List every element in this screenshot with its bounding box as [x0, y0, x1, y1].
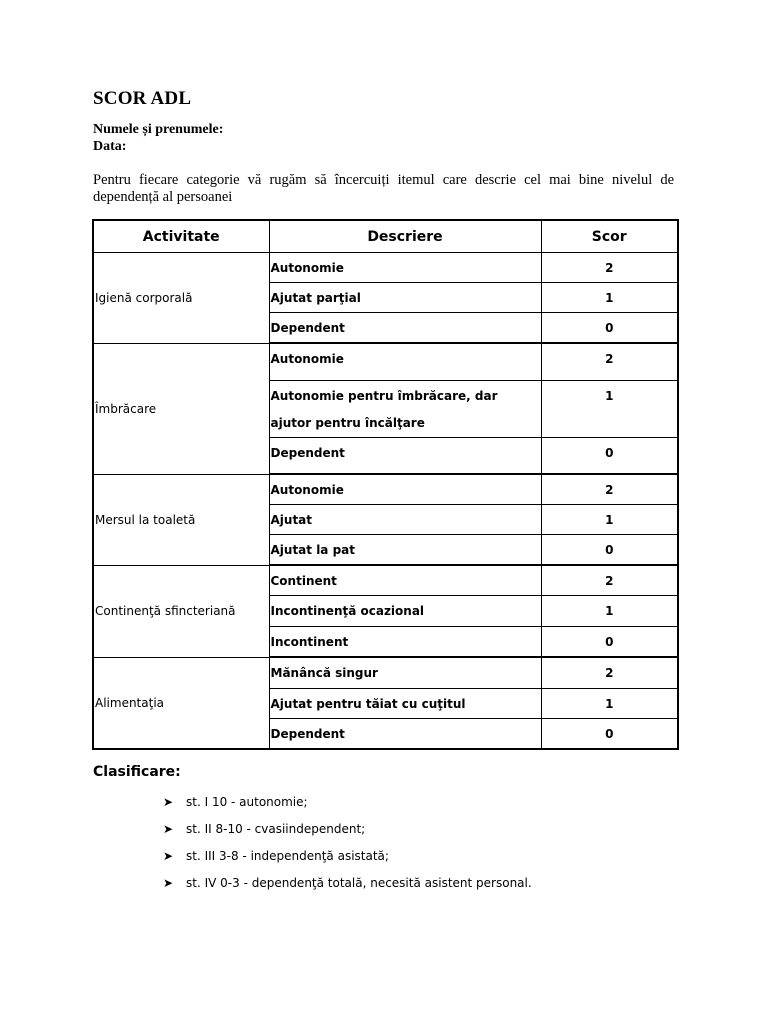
classification-list: [163, 793, 532, 901]
table-row: [93, 657, 678, 688]
score-cell: 2: [541, 343, 678, 380]
description-cell: Autonomie: [269, 343, 541, 380]
list-item: [163, 874, 532, 901]
name-field-label: Numele și prenumele:: [93, 122, 224, 137]
score-cell: 1: [541, 505, 678, 535]
description-cell: Autonomie: [269, 253, 541, 283]
list-item: [163, 847, 532, 874]
header-score: Scor: [541, 220, 678, 253]
description-cell: Incontinenţă ocazional: [269, 596, 541, 627]
score-cell: 2: [541, 474, 678, 505]
table-header-row: [93, 220, 678, 253]
score-cell: 2: [541, 565, 678, 596]
header-activity: Activitate: [93, 220, 269, 253]
score-cell: 2: [541, 657, 678, 688]
document-title: SCOR ADL: [93, 88, 192, 109]
description-cell: Ajutat la pat: [269, 535, 541, 566]
description-cell: Ajutat parţial: [269, 283, 541, 313]
description-cell: Autonomie pentru îmbrăcare, dar ajutor pentru încălţare: [269, 380, 541, 437]
list-item: [163, 820, 532, 847]
description-cell: Dependent: [269, 313, 541, 344]
activity-cell: Mersul la toaletă: [93, 474, 269, 565]
score-cell: 1: [541, 283, 678, 313]
description-cell: Incontinent: [269, 627, 541, 658]
table-row: [93, 565, 678, 596]
score-cell: 0: [541, 535, 678, 566]
arrowhead-bullet-icon: ➤: [163, 849, 174, 863]
activity-cell: Continenţă sfincteriană: [93, 565, 269, 657]
arrowhead-bullet-icon: ➤: [163, 822, 174, 836]
score-cell: 1: [541, 688, 678, 718]
activity-cell: Igienă corporală: [93, 253, 269, 344]
score-cell: 1: [541, 596, 678, 627]
classification-item-text: st. I 10 - autonomie;: [186, 795, 308, 809]
table-row: [93, 253, 678, 283]
header-description: Descriere: [269, 220, 541, 253]
activity-cell: Alimentaţia: [93, 657, 269, 749]
score-cell: 0: [541, 718, 678, 749]
description-cell: Ajutat: [269, 505, 541, 535]
score-cell: 0: [541, 437, 678, 474]
arrowhead-bullet-icon: ➤: [163, 795, 174, 809]
activity-cell: Îmbrăcare: [93, 343, 269, 474]
arrowhead-bullet-icon: ➤: [163, 876, 174, 890]
score-cell: 0: [541, 627, 678, 658]
instructions-paragraph: Pentru fiecare categorie vă rugăm să încercuiți itemul care descrie cel mai bine nivelul de dependență al persoanei: [93, 172, 674, 205]
list-item: [163, 793, 532, 820]
score-cell: 1: [541, 380, 678, 437]
description-cell: Ajutat pentru tăiat cu cuţitul: [269, 688, 541, 718]
description-cell: Dependent: [269, 718, 541, 749]
score-cell: 2: [541, 253, 678, 283]
adl-score-table: [92, 219, 679, 750]
description-cell: Mănâncă singur: [269, 657, 541, 688]
table-row: [93, 474, 678, 505]
classification-item-text: st. II 8-10 - cvasiindependent;: [186, 822, 366, 836]
classification-item-text: st. IV 0-3 - dependenţă totală, necesită asistent personal.: [186, 876, 532, 890]
date-field-label: Data:: [93, 139, 127, 154]
classification-item-text: st. III 3-8 - independenţă asistată;: [186, 849, 389, 863]
table-row: [93, 343, 678, 380]
description-cell: Continent: [269, 565, 541, 596]
score-cell: 0: [541, 313, 678, 344]
description-cell: Autonomie: [269, 474, 541, 505]
classification-title: Clasificare:: [93, 764, 181, 780]
description-cell: Dependent: [269, 437, 541, 474]
